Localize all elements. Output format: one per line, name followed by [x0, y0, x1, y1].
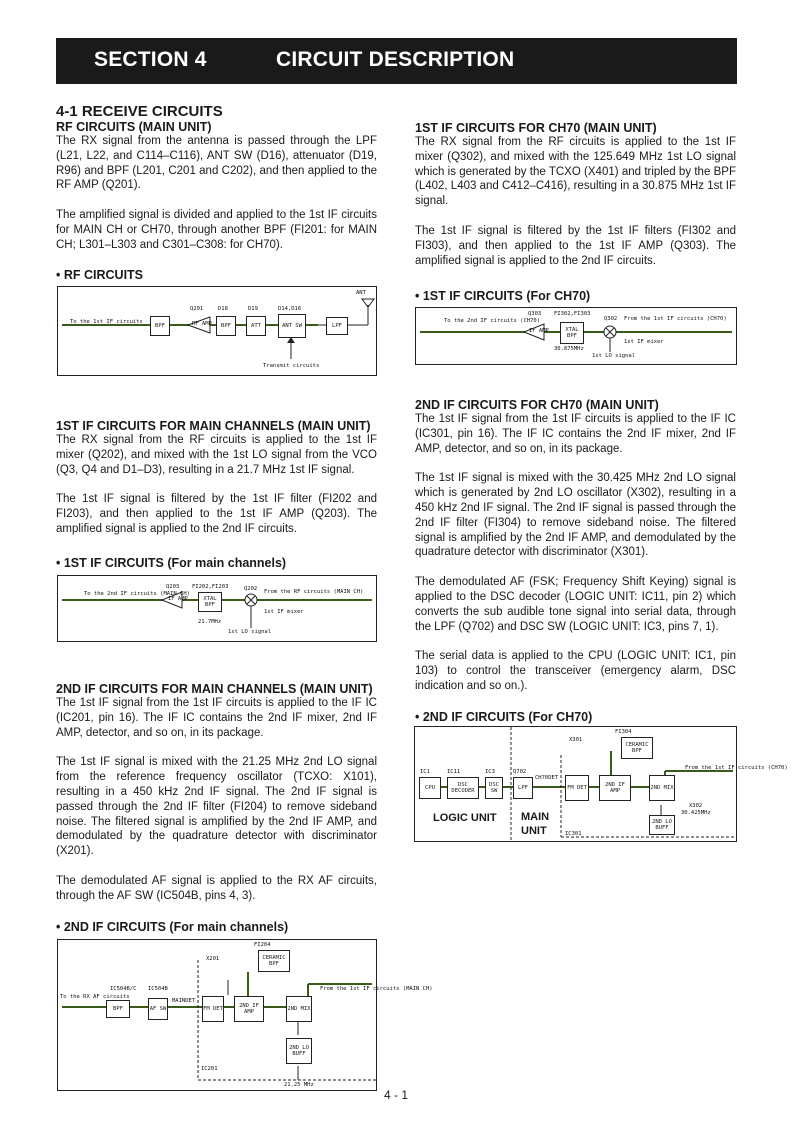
if2-ceramic-block: CERAMIC BPF [258, 950, 290, 972]
ch70-if2-mix-block: 2ND MIX [649, 775, 675, 801]
ch70-if1-heading: 1ST IF CIRCUITS FOR CH70 (MAIN UNIT) [415, 121, 657, 135]
left-column [56, 103, 377, 253]
if2-heading: 2ND IF CIRCUITS FOR MAIN CHANNELS (MAIN UNIT) [56, 682, 373, 696]
rf-q201-label: Q201 [190, 306, 204, 312]
ch70-if1-paragraph-2: The 1st IF signal is filtered by the 1st IF filters (FI302 and FI303), and then applied to the 1st IF AMP (Q303). The amplified signal is applied to the 2nd IF circuits. [415, 224, 736, 267]
if1-freq-label: 21.7MHz [198, 619, 222, 625]
rf-tx-label: Transmit circuits [263, 363, 320, 369]
ch70-if2-q702-label: Q702 [513, 769, 527, 775]
ch70-if2-x302f-label: 30.425MHz [681, 810, 711, 816]
if2-bpf-block: BPF [106, 1000, 130, 1018]
rf-paragraph-1: The RX signal from the antenna is passed through the LPF (L21, L22, and C114–C116), ANT SW (D16), attenuator (D19, R96) and BPF (L201, C201 and C202), and then applied to the RF AMP (Q201). [56, 135, 377, 192]
rf-circuit-diagram [57, 286, 377, 376]
if2-amp-block: 2ND IF AMP [234, 996, 264, 1022]
if2-afsw-block: AF SW [148, 998, 168, 1020]
ch70-if2-paragraph-3: The demodulated AF (FSK; Frequency Shift Keying) signal is applied to the DSC decoder (LOGIC UNIT: IC11, pin 2) which converts the sub audible tone signal into serial data, through the LPF (Q702) and DSC SW (LOGIC UNIT: IC3, pins 7, 1). [415, 576, 736, 633]
if2-lobuff-block: 2ND LO BUFF [286, 1038, 312, 1064]
rf-amp-label: RF AMP [192, 321, 212, 327]
rf-heading: RF CIRCUITS (MAIN UNIT) [56, 120, 212, 134]
ch70-if2-lpf-block: LPF [513, 777, 533, 799]
ch70-if1-xtal-block: XTAL BPF [560, 322, 584, 344]
ch70-if2-ic11-label: IC11 [447, 769, 461, 775]
if2-paragraph-2: The 1st IF signal is mixed with the 21.25 MHz 2nd LO signal from the reference frequency oscillator (TCXO: X101), resulting in a 450 kHz 2nd IF signal. The 2nd IF signal is passed through the 2nd IF filter (FI204) to remove sideband noise. The filtered signal is amplified by the 2nd IF AMP, and demodulated by the quadrature detector with discriminator (X201). [56, 756, 377, 858]
ch70-if2-x301-label: X301 [569, 737, 583, 743]
ch70-if1-fi-label: FI302,FI303 [554, 311, 591, 317]
if1-q203-label: Q203 [166, 584, 180, 590]
rf-att-block: ATT [246, 316, 266, 336]
rf-d19-label: D19 [248, 306, 258, 312]
if2-freq-label: 21.25 MHz [284, 1082, 314, 1088]
if2-to-label: To the RX AF circuits [60, 994, 130, 1000]
if1-ifamp-label: IF AMP [168, 596, 188, 602]
section-banner [56, 38, 737, 84]
if2-mix-block: 2ND MIX [286, 996, 312, 1022]
ch70-if2-figure-title: • 2ND IF CIRCUITS (For CH70) [415, 710, 593, 724]
if2-paragraph-3: The demodulated AF signal is applied to the RX AF circuits, through the AF SW (IC504B, pins 4, 3). [56, 874, 377, 902]
if2-ic201-label: IC201 [201, 1066, 218, 1072]
rf-d18-label: D18 [218, 306, 228, 312]
if1-from-label: From the RF circuits (MAIN CH) [264, 589, 364, 595]
left-column-if2 [56, 682, 377, 904]
if2-ic504c-label: IC504B/C [110, 986, 137, 992]
right-column-if2 [415, 398, 736, 694]
rf-figure-title: • RF CIRCUITS [56, 268, 144, 282]
if1-xtal-block: XTAL BPF [198, 592, 222, 612]
rf-lpf-block: LPF [326, 317, 348, 335]
ch70-if2-ic301-label: IC301 [565, 831, 582, 837]
if2-fmdet-block: FM DET [202, 996, 224, 1022]
if1-q202-label: Q202 [244, 586, 258, 592]
if2-from-label: From the 1st IF circuits (MAIN CH) [320, 986, 433, 992]
rf-paragraph-2: The amplified signal is divided and applied to the 1st IF circuits for MAIN CH or CH70, through another BPF (FI201: for MAIN CH; L301–L303 and C301–C308: for CH70). [56, 209, 377, 251]
if1-paragraph-1: The RX signal from the RF circuits is applied to the 1st IF mixer (Q202), and mixed with the 1st LO signal from the VCO (Q3, Q4 and D1–D3), resulting in a 21.7 MHz 1st IF signal. [56, 434, 377, 476]
if1-main-diagram [57, 575, 377, 642]
if1-to-label: To the 2nd IF circuits (MAIN CH) [84, 591, 190, 597]
if2-x201-label: X201 [206, 956, 220, 962]
ch70-if1-ifamp-label: IF AMP [529, 328, 549, 334]
ch70-if2-ic1-label: IC1 [420, 769, 430, 775]
ch70-if2-diagram [414, 726, 788, 842]
ch70-if1-mixer-label: 1st IF mixer [624, 339, 664, 345]
rf-to-label: To the 1st IF circuits [70, 319, 143, 325]
section-number: SECTION 4 [94, 48, 207, 71]
ch70-if1-freq-label: 30.875MHz [554, 346, 584, 352]
if1-paragraph-2: The 1st IF signal is filtered by the 1st IF filter (FI202 and FI203), and then applied to the 1st IF AMP (Q203). The amplified signal is applied to the 2nd IF circuits. [56, 493, 377, 535]
ch70-if1-diagram [415, 307, 737, 365]
main-label: MAIN [521, 811, 550, 823]
unit-label: UNIT [521, 825, 547, 837]
if1-mixer-label: 1st IF mixer [264, 609, 304, 615]
if2-ic504b-label: IC504B [148, 986, 168, 992]
ch70-if2-ch70det-label: CH70DET [535, 775, 559, 781]
ch70-if1-q302-label: Q302 [604, 316, 618, 322]
ch70-if2-ic3-label: IC3 [485, 769, 495, 775]
ch70-if2-lobuff-block: 2ND LO BUFF [649, 815, 675, 835]
ch70-if2-fi304-label: FI304 [615, 729, 632, 735]
if1-heading: 1ST IF CIRCUITS FOR MAIN CHANNELS (MAIN UNIT) [56, 419, 371, 433]
logic-unit-label: LOGIC UNIT [433, 812, 497, 824]
ch70-if1-to-label: To the 2nd IF circuits (CH70) [444, 318, 541, 324]
rf-antsw-block: ANT SW [278, 314, 306, 338]
ch70-if2-paragraph-4: The serial data is applied to the CPU (LOGIC UNIT: IC1, pin 103) to control the transceiver (emergency alarm, DSC indication and so on.). [415, 650, 736, 692]
ch70-if2-cpu-block: CPU [419, 777, 441, 799]
ch70-if2-from-label: From the 1st IF circuits (CH70) [685, 765, 788, 771]
ch70-if1-paragraph-1: The RX signal from the RF circuits is applied to the 1st IF mixer (Q302), and mixed with the 125.649 MHz 1st LO signal which is generated by the TCXO (X401) and tripled by the BPF (L402, L403 and C412–C416), resulting in a 30.875 MHz 1st IF signal. [415, 136, 736, 208]
ch70-if2-paragraph-2: The 1st IF signal is mixed with the 30.425 MHz 2nd LO signal which is generated by 2nd LO oscillator (X302), resulting in a 450 kHz 2nd IF signal. The 2nd IF signal is passed through the 2nd IF filter (FI304) to remove sideband noise. The filtered signal is amplified by the 2nd IF AMP, and demodulated by the quadrature detector with discriminator (X301). [415, 472, 736, 559]
receive-heading: 4-1 RECEIVE CIRCUITS [56, 103, 223, 120]
left-column-if1 [56, 419, 377, 537]
if2-fi204-label: FI204 [254, 942, 271, 948]
if2-main-diagram [57, 939, 433, 1091]
ch70-if1-lo-label: 1st LO signal [592, 353, 636, 359]
ch70-if2-ceramic-block: CERAMIC BPF [621, 737, 653, 759]
right-column [415, 121, 736, 268]
rf-d1416-label: D14,D16 [278, 306, 302, 312]
ch70-if2-dscsw-block: DSC SW [485, 777, 503, 799]
rf-ant-label: ANT [356, 290, 366, 296]
ch70-if2-amp-block: 2ND IF AMP [599, 775, 631, 801]
ch70-if2-x302-label: X302 [689, 803, 703, 809]
if1-figure-title: • 1ST IF CIRCUITS (For main channels) [56, 556, 287, 570]
rf-bpf-block: BPF [150, 316, 170, 336]
if2-figure-title: • 2ND IF CIRCUITS (For main channels) [56, 920, 289, 934]
ch70-if1-q303-label: Q303 [528, 311, 542, 317]
ch70-if2-heading: 2ND IF CIRCUITS FOR CH70 (MAIN UNIT) [415, 398, 659, 412]
rf-bpf2-block: BPF [216, 316, 236, 336]
ch70-if2-dsc-block: DSC DECODER [447, 777, 479, 799]
if2-paragraph-1: The 1st IF signal from the 1st IF circuits is applied to the IF IC (IC201, pin 16). The IF IC contains the 2nd IF mixer, 2nd IF AMP, detector, and so on, in its package. [56, 697, 377, 739]
if1-fi-label: FI202,FI203 [192, 584, 229, 590]
ch70-if1-from-label: From the 1st IF circuits (CH70) [624, 316, 727, 322]
page-number: 4 - 1 [384, 1088, 409, 1102]
ch70-if2-paragraph-1: The 1st IF signal from the 1st IF circuits is applied to the IF IC (IC301, pin 16). The IF IC contains the 2nd IF mixer, 2nd IF AMP, detector, and so on, in its package. [415, 413, 736, 455]
if2-maindet-label: MAINDET [172, 998, 196, 1004]
ch70-if2-fmdet-block: FM DET [565, 775, 589, 801]
if1-lo-label: 1st LO signal [228, 629, 272, 635]
ch70-if1-figure-title: • 1ST IF CIRCUITS (For CH70) [415, 289, 591, 303]
section-title: CIRCUIT DESCRIPTION [276, 48, 515, 71]
